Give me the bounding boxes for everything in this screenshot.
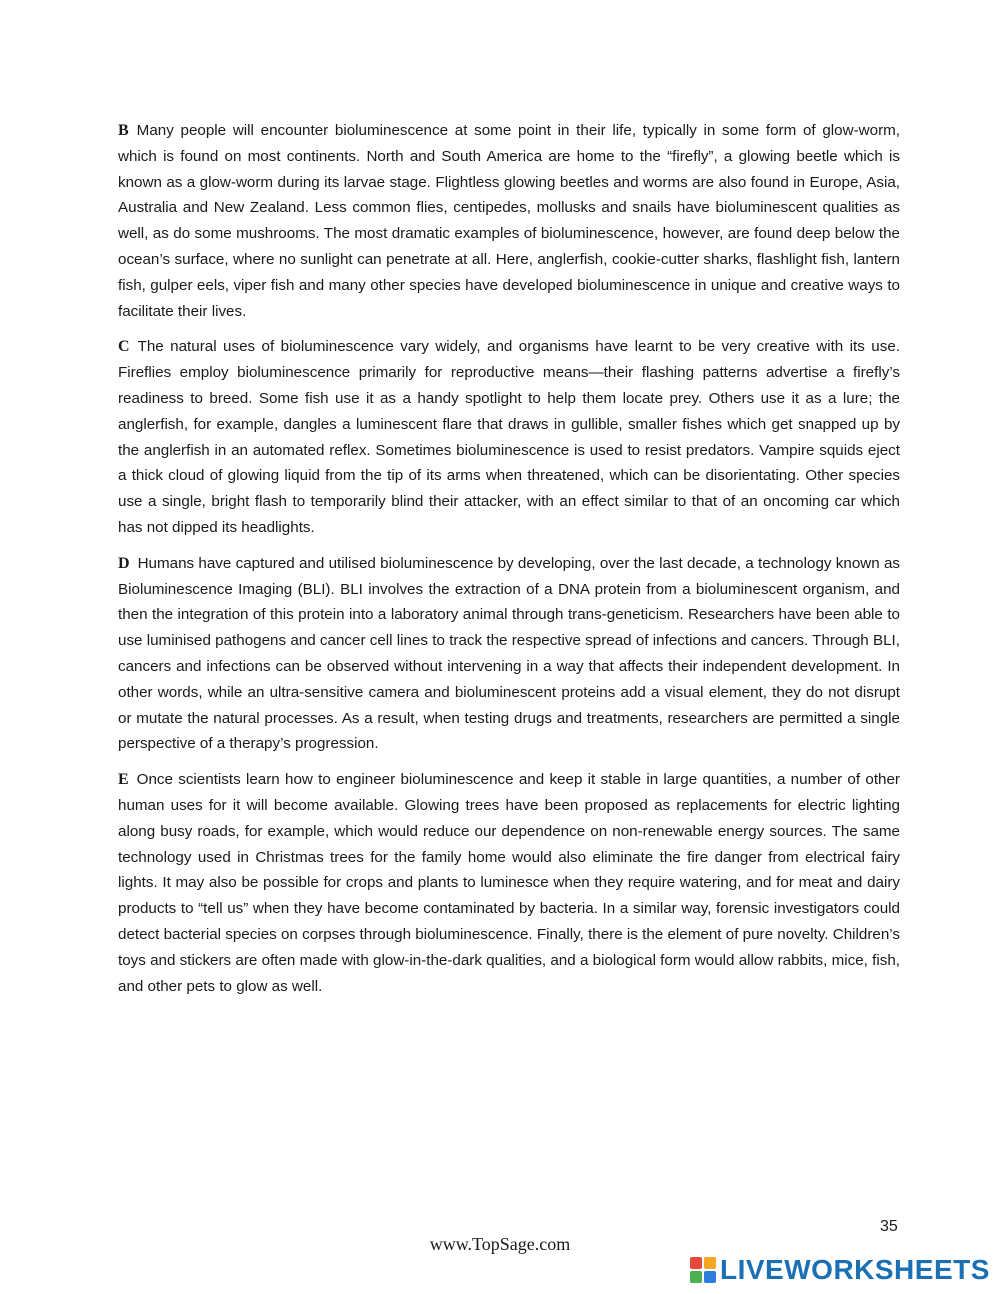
article-body: [118, 118, 900, 1009]
logo-square-icon: [704, 1257, 716, 1269]
logo-square-icon: [690, 1257, 702, 1269]
paragraph-letter: D: [118, 554, 130, 572]
logo-square-icon: [690, 1271, 702, 1283]
paragraph-text: The natural uses of bioluminescence vary widely, and organisms have learnt to be very creative with its use. Fireflies employ bioluminescence primarily for reproductive means—their flashing patterns advertise a firefly’s readiness to breed. Some fish use it as a handy spotlight to help them locate prey. Others use it as a lure; the anglerfish, for example, dangles a luminescent flare that draws in gullible, smaller fishes which get snapped up by the anglerfish in an automated reflex. Sometimes bioluminescence is used to resist predators. Vampire squids eject a thick cloud of glowing liquid from the tip of its arms when threatened, which can be disorientating. Other species use a single, bright flash to temporarily blind their attacker, with an effect similar to that of an oncoming car which has not dipped its headlights.: [118, 338, 900, 536]
liveworksheets-logo[interactable]: [690, 1252, 990, 1288]
paragraph-d: [118, 551, 900, 757]
paragraph-e: [118, 767, 900, 999]
paragraph-c: [118, 334, 900, 540]
logo-square-icon: [704, 1271, 716, 1283]
paragraph-text: Many people will encounter bioluminescence at some point in their life, typically in some form of glow-worm, which is found on most continents. North and South America are home to the “firefly”, a glowing beetle which is known as a glow-worm during its larvae stage. Flightless glowing beetles and worms are also found in Europe, Asia, Australia and New Zealand. Less common flies, centipedes, mollusks and snails have bioluminescent qualities as well, as do some mushrooms. The most dramatic examples of bioluminescence, however, are found deep below the ocean’s surface, where no sunlight can penetrate at all. Here, anglerfish, cookie-cutter sharks, flashlight fish, lantern fish, gulper eels, viper fish and many other species have developed bioluminescence in unique and creative ways to facilitate their lives.: [118, 122, 900, 320]
brand-name: LIVEWORKSHEETS: [720, 1254, 990, 1285]
paragraph-text: Humans have captured and utilised bioluminescence by developing, over the last decade, a technology known as Bioluminescence Imaging (BLI). BLI involves the extraction of a DNA protein from a bioluminescent organism, and then the integration of this protein into a laboratory animal through trans-geneticism. Researchers have been able to use luminised pathogens and cancer cell lines to track the respective spread of infections and cancers. Through BLI, cancers and infections can be observed without intervening in a way that affects their independent development. In other words, while an ultra-sensitive camera and bioluminescent proteins add a visual element, they do not disrupt or mutate the natural processes. As a result, when testing drugs and treatments, researchers are permitted a single perspective of a therapy’s progression.: [118, 554, 900, 753]
liveworksheets-icon: [690, 1257, 716, 1283]
website-footer: www.TopSage.com: [429, 1234, 571, 1254]
paragraph-text: Once scientists learn how to engineer bioluminescence and keep it stable in large quantities, a number of other human uses for it will become available. Glowing trees have been proposed as replacements for electric lighting along busy roads, for example, which would reduce our dependence on non-renewable energy sources. The same technology used in Christmas trees for the family home would also eliminate the fire danger from electrical fairy lights. It may also be possible for crops and plants to luminesce when they require watering, and for meat and dairy products to “tell us” when they have become contaminated by bacteria. In a similar way, forensic investigators could detect bacterial species on corpses through bioluminescence. Finally, there is the element of pure novelty. Children’s toys and stickers are often made with glow-in-the-dark qualities, and a biological form would allow rabbits, mice, fish, and other pets to glow as well.: [118, 771, 900, 995]
paragraph-letter: B: [118, 122, 129, 139]
page-number: 35: [880, 1218, 898, 1235]
paragraph-letter: E: [118, 771, 129, 789]
paragraph-letter: C: [118, 338, 130, 356]
paragraph-b: [118, 118, 900, 324]
